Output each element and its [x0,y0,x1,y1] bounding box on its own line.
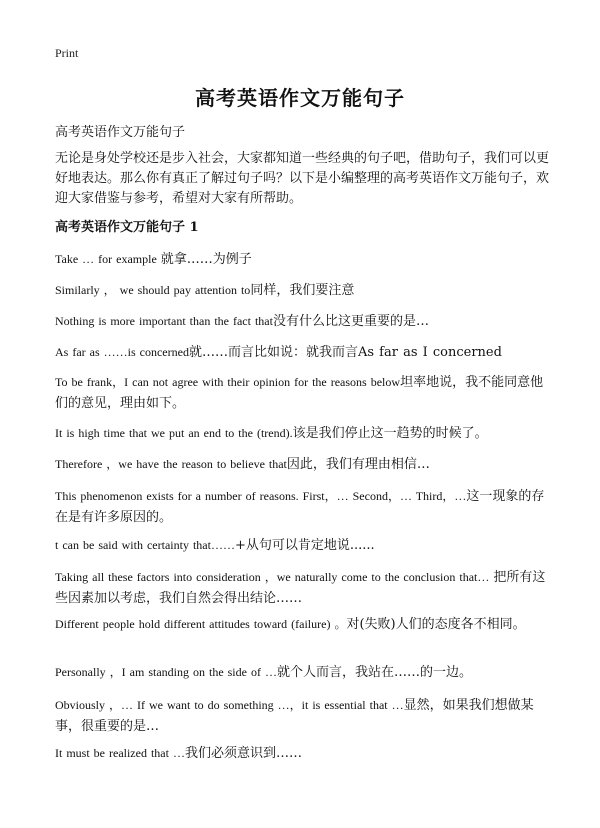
entry-chinese: 坦率地说，我不能同意他们的意见，理由如下。 [55,375,544,411]
entry-english: Taking all these factors into consideration ，we naturally come to the conclusion that… [55,570,494,584]
sentence-entry [55,280,555,301]
sentence-entry [55,423,555,444]
sentence-entry [55,454,555,475]
entry-english: It is high time that we put an end to the (trend). [55,426,293,440]
sentence-entry [55,486,555,528]
entry-english: Similarly ， we should pay attention to [55,283,251,297]
entry-chinese: 该是我们停止这一趋势的时候了。 [292,426,488,441]
entry-chinese: 就……而言比如说：就我而言As far as I concerned [188,345,502,360]
entry-chinese: 显然，如果我们想做某事，很重要的是… [55,698,534,734]
entry-english: Obviously ，… If we want to do something …，it is essential that … [55,698,404,712]
sentence-entry [55,662,555,683]
entry-chinese: +从句可以肯定地说...... [234,538,375,553]
entry-chinese: 对(失败)人们的态度各不相同。 [346,617,526,632]
entry-english: It must be realized that … [55,746,185,760]
sentence-entry [55,743,555,764]
entry-english: Take … for example [55,252,161,266]
entry-english: Nothing is more important than the fact that [55,314,273,328]
entry-english: To be frank，I can not agree with their opinion for the reasons below [55,375,401,389]
sentence-entry [55,342,555,363]
document-title: 高考英语作文万能句子 [195,86,405,110]
entry-chinese: 同样，我们要注意 [250,283,355,298]
sentence-entry [55,614,555,635]
print-link[interactable]: Print [55,46,79,60]
entry-chinese: 没有什么比这更重要的是… [272,314,429,329]
intro-paragraph: 无论是身处学校还是步入社会，大家都知道一些经典的句子吧，借助句子，我们可以更好地表达。那么你有真正了解过句子吗？以下是小编整理的高考英语作文万能句子，欢迎大家借鉴与参考，希望对大家有所帮助。 [55,151,550,206]
sentence-entry [55,535,555,556]
entry-chinese: 这一现象的存在是有许多原因的。 [55,489,545,525]
entry-chinese: 把所有这些因素加以考虑，我们自然会得出结论…… [55,570,546,606]
entry-english: t can be said with certainty that…… [55,538,235,552]
entry-english: Different people hold different attitudes toward (failure) 。 [55,617,347,631]
sentence-entry [55,249,555,270]
entry-chinese: 就拿……为例子 [160,252,252,267]
entry-english: Personally ，I am standing on the side of … [55,665,277,679]
sentence-entry [55,372,555,414]
entry-chinese: 我们必须意识到…… [184,746,302,761]
document-subtitle: 高考英语作文万能句子 [55,125,186,140]
entry-english: As far as ……is concerned [55,345,189,359]
sentence-entry [55,695,555,737]
entry-english: This phenomenon exists for a number of reasons. First，… Second，… Third，… [55,489,467,503]
sentence-entry [55,567,555,609]
entry-chinese: 就个人而言，我站在……的一边。 [276,665,472,680]
entry-chinese: 因此，我们有理由相信… [286,457,430,472]
sentence-entry [55,311,555,332]
entry-english: Therefore ，we have the reason to believe that [55,457,287,471]
section-heading: 高考英语作文万能句子 1 [55,220,199,235]
